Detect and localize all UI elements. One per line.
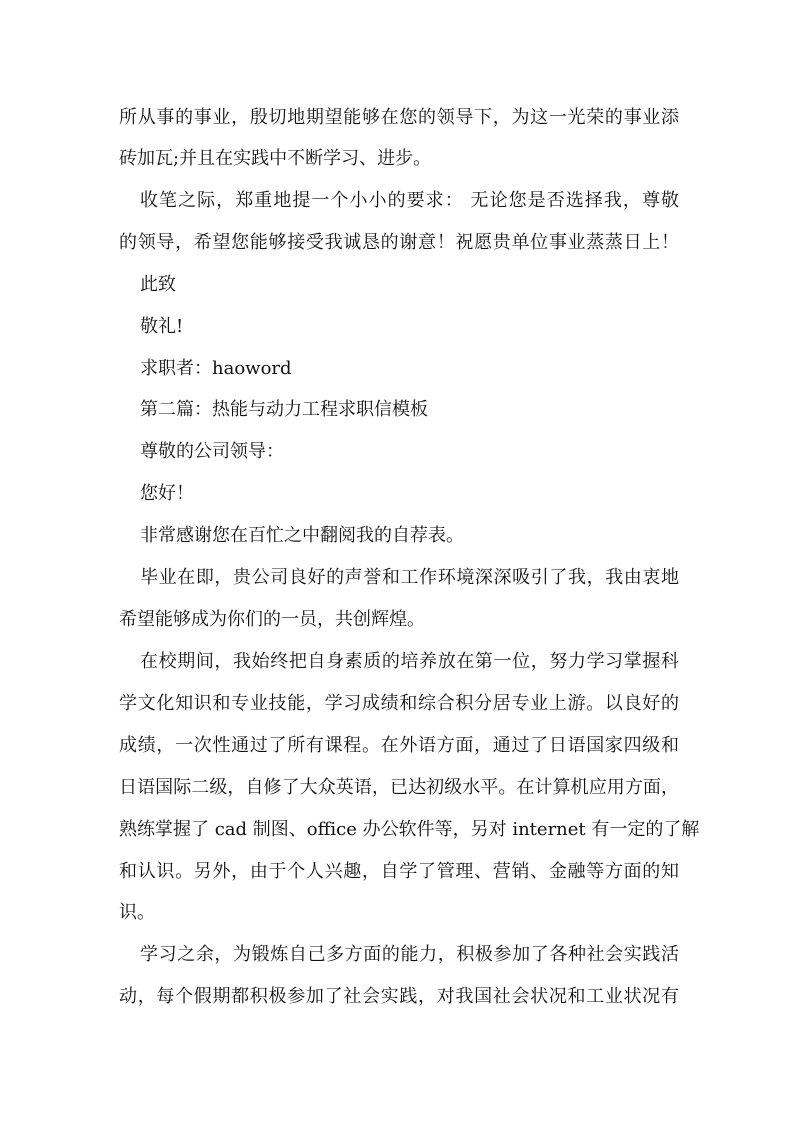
paragraph-line: 识。 <box>119 902 155 923</box>
salutation-line: 敬礼! <box>140 316 184 337</box>
section-title: 第二篇：热能与动力工程求职信模板 <box>140 399 428 420</box>
paragraph-line: 成绩，一次性通过了所有课程。在外语方面，通过了日语国家四级和 <box>119 735 679 756</box>
paragraph-line: 学习之余，为锻炼自己多方面的能力，积极参加了各种社会实践活 <box>140 944 679 965</box>
greeting-line: 尊敬的公司领导： <box>140 441 284 462</box>
paragraph-line: 在校期间，我始终把自身素质的培养放在第一位，努力学习掌握科 <box>140 651 679 672</box>
paragraph-line: 砖加瓦;并且在实践中不断学习、进步。 <box>119 148 432 169</box>
paragraph-line: 熟练掌握了 cad 制图、office 办公软件等，另对 internet 有一定的了解 <box>119 819 700 840</box>
paragraph-line: 收笔之际，郑重地提一个小小的要求： 无论您是否选择我，尊敬 <box>140 190 679 211</box>
paragraph-line: 学文化知识和专业技能，学习成绩和综合积分居专业上游。以良好的 <box>119 693 679 714</box>
paragraph-line: 希望能够成为你们的一员，共创辉煌。 <box>119 609 425 630</box>
paragraph-line: 日语国际二级，自修了大众英语，已达初级水平。在计算机应用方面， <box>119 777 679 798</box>
paragraph-line: 动，每个假期都积极参加了社会实践，对我国社会状况和工业状况有 <box>119 986 679 1007</box>
salutation-line: 此致 <box>140 274 176 295</box>
paragraph-line: 毕业在即，贵公司良好的声誉和工作环境深深吸引了我，我由衷地 <box>140 567 679 588</box>
paragraph-line: 和认识。另外，由于个人兴趣，自学了管理、营销、金融等方面的知 <box>119 861 679 882</box>
paragraph-line: 所从事的事业，殷切地期望能够在您的领导下，为这一光荣的事业添 <box>119 107 679 128</box>
paragraph-line: 的领导，希望您能够接受我诚恳的谢意！祝愿贵单位事业蒸蒸日上！ <box>119 232 679 253</box>
signature-line: 求职者：haoword <box>140 358 292 379</box>
greeting-line: 您好！ <box>140 483 194 504</box>
paragraph-line: 非常感谢您在百忙之中翻阅我的自荐表。 <box>140 525 464 546</box>
